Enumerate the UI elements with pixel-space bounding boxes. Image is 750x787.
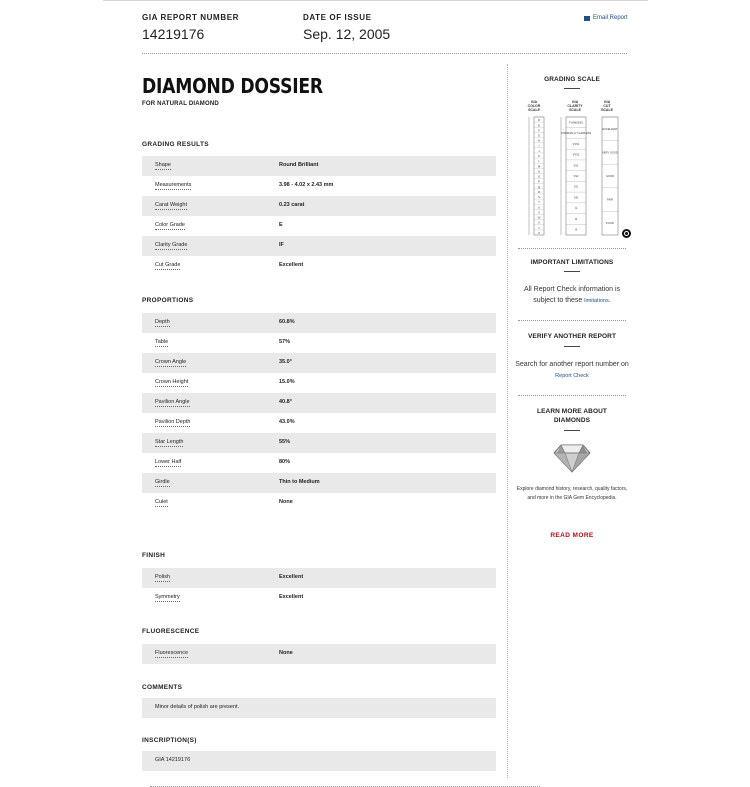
clarity-scale-grade: I2 <box>574 217 578 221</box>
color-scale-grade: X <box>537 220 541 225</box>
inscriptions-title: INSCRIPTION(S) <box>142 737 197 744</box>
row-label[interactable] <box>155 339 168 345</box>
proportions-title: PROPORTIONS <box>142 297 194 304</box>
row-label-text: Crown Angle <box>155 359 187 365</box>
clarity-scale-grade: SI2 <box>574 196 578 200</box>
cut-scale-grade: POOR <box>606 222 614 226</box>
limitations-link[interactable]: limitations <box>584 298 609 304</box>
row-value: Thin to Medium <box>279 479 320 485</box>
inscriptions-text: GIA 14219176 <box>155 757 191 763</box>
color-scale-grade: S <box>537 195 541 200</box>
learn-more-text: Explore diamond history, research, quality factors, and more in the GIA Gem Encyclopedia. <box>516 486 628 501</box>
row-value: None <box>279 650 293 656</box>
color-scale-grade: F <box>538 128 540 133</box>
row-value: 35.0° <box>279 359 292 365</box>
clarity-scale-grade: SI1 <box>574 185 578 189</box>
row-label-text: Measurements <box>155 182 192 188</box>
cut-scale-header: GIA CUT SCALE <box>601 100 613 112</box>
clarity-scale-grade: FLAWLESS <box>569 121 583 125</box>
sidebar-divider-2 <box>518 320 626 321</box>
email-icon <box>584 16 590 21</box>
color-scale-grade: J <box>538 148 540 153</box>
table-row <box>142 373 496 393</box>
clarity-scale-grade: I1 <box>574 207 578 211</box>
row-label[interactable] <box>155 499 168 505</box>
table-row <box>142 473 496 493</box>
table-row <box>142 493 496 513</box>
row-label[interactable] <box>155 399 190 405</box>
table-row <box>142 353 496 373</box>
color-scale-grade: O <box>537 174 541 179</box>
header-divider <box>142 53 627 54</box>
row-value: None <box>279 499 293 505</box>
row-label[interactable] <box>155 222 185 228</box>
color-scale-grade: E <box>537 123 541 128</box>
read-more-link[interactable]: READ MORE <box>550 532 594 539</box>
row-label[interactable] <box>155 650 188 656</box>
row-label[interactable] <box>155 594 180 600</box>
table-row <box>142 176 496 196</box>
grading-scale-rule <box>564 88 580 89</box>
color-scale-grade: I <box>538 143 540 148</box>
color-scale-grade: K <box>537 154 541 159</box>
report-number-block <box>142 13 239 42</box>
cut-scale-grade: EXCELLENT <box>602 127 618 131</box>
top-rule <box>103 0 648 1</box>
diamond-icon <box>553 443 591 473</box>
clarity-scale-grade: VVS2 <box>572 153 580 157</box>
color-scale-grade: U <box>537 205 541 210</box>
color-scale-grade: Y <box>537 225 541 230</box>
inscriptions-row <box>142 751 496 771</box>
cut-scale-grade: VERY GOOD <box>602 151 618 155</box>
clarity-scale-grade: I3 <box>574 228 578 232</box>
row-label-text: Color Grade <box>155 222 185 228</box>
color-scale-grade: G <box>537 133 541 138</box>
color-scale-grade: T <box>538 200 540 205</box>
row-label[interactable] <box>155 202 187 208</box>
finish-title: FINISH <box>142 552 166 559</box>
row-label-text: Star Length <box>155 439 184 445</box>
table-row <box>142 644 496 664</box>
table-row <box>142 196 496 216</box>
row-label-text: Polish <box>155 574 170 580</box>
row-label-text: Pavilion Depth <box>155 419 191 425</box>
comments-text: Minor details of polish are present. <box>155 704 240 710</box>
row-value: 40.8° <box>279 399 292 405</box>
color-scale-header: GIA COLOR SCALE <box>527 100 541 112</box>
magnify-icon[interactable] <box>622 229 631 238</box>
row-label[interactable] <box>155 162 171 168</box>
row-label[interactable] <box>155 319 170 325</box>
table-row <box>142 588 496 608</box>
limitations-rule <box>564 271 580 272</box>
row-value: 80% <box>279 459 291 465</box>
comments-title: COMMENTS <box>142 684 183 691</box>
row-value: Excellent <box>279 262 304 268</box>
row-label-text: Crown Height <box>155 379 189 385</box>
limitations-body: All Report Check information is subject to these <box>523 286 621 304</box>
clarity-scale-header: GIA CLARITY SCALE <box>567 100 583 112</box>
row-value: Excellent <box>279 594 304 600</box>
row-label[interactable] <box>155 262 180 268</box>
row-label-text: Symmetry <box>155 594 180 600</box>
row-label-text: Carat Weight <box>155 202 187 208</box>
grading-scale-chart[interactable] <box>524 97 632 240</box>
row-value: Excellent <box>279 574 304 580</box>
row-label[interactable] <box>155 379 188 385</box>
row-value: 15.0% <box>279 379 295 385</box>
page-title: DIAMOND DOSSIER <box>142 74 323 98</box>
color-scale-grade: N <box>537 169 541 174</box>
sidebar-divider-3 <box>518 395 626 396</box>
table-row <box>142 333 496 353</box>
row-label-text: Girdle <box>155 479 170 485</box>
color-scale-grade: H <box>537 138 541 143</box>
cut-scale-grade: FAIR <box>607 198 613 202</box>
report-number-label: GIA REPORT NUMBER <box>142 13 240 22</box>
clarity-scale-grade: VVS1 <box>572 142 580 146</box>
verify-text <box>512 359 632 382</box>
row-value: IF <box>279 242 284 248</box>
row-value: 3.98 - 4.02 x 2.43 mm <box>279 182 334 188</box>
clarity-scale-grade: INTERNALLY FLAWLESS <box>560 132 592 136</box>
row-label-text: Table <box>155 339 169 345</box>
color-scale-grade: D <box>537 118 541 123</box>
verify-rule <box>564 346 580 347</box>
color-scale-grade: M <box>537 164 541 169</box>
color-scale-grade: P <box>537 179 541 184</box>
row-label-text: Cut Grade <box>155 262 181 268</box>
color-scale-grade: Z <box>538 231 540 235</box>
sidebar-divider <box>507 64 508 778</box>
row-label-text: Depth <box>155 319 170 325</box>
clarity-scale-grade: VS1 <box>573 164 579 168</box>
row-label[interactable] <box>155 439 183 445</box>
table-row <box>142 156 496 176</box>
email-report-link[interactable] <box>584 15 628 21</box>
row-label-text: Clarity Grade <box>155 242 188 248</box>
color-scale-grade: L <box>538 159 540 164</box>
row-label-text: Shape <box>155 162 171 168</box>
verify-title: VERIFY ANOTHER REPORT <box>527 333 617 340</box>
row-label-text: Fluorescence <box>155 650 189 656</box>
color-scale-grade: W <box>537 215 541 220</box>
email-report-label: Email Report <box>593 15 628 21</box>
table-row <box>142 313 496 333</box>
page-subtitle: FOR NATURAL DIAMOND <box>142 101 219 107</box>
date-of-issue-block <box>303 13 390 42</box>
grading-scale-title: GRADING SCALE <box>544 76 600 83</box>
sidebar-divider-1 <box>518 248 626 249</box>
row-label[interactable] <box>155 419 190 425</box>
table-row <box>142 393 496 413</box>
learn-more-rule <box>564 430 580 431</box>
learn-more-title: LEARN MORE ABOUT DIAMONDS <box>537 408 607 424</box>
row-value: 57% <box>279 339 291 345</box>
cut-scale-grade: GOOD <box>606 175 614 178</box>
table-row <box>142 413 496 433</box>
row-label-text: Pavilion Angle <box>155 399 190 405</box>
row-value: E <box>279 222 283 228</box>
fluorescence-title: FLUORESCENCE <box>142 628 200 635</box>
row-label[interactable] <box>155 359 186 365</box>
table-row <box>142 256 496 276</box>
limitations-text: All Report Check information is subject to these limitations. <box>523 286 621 304</box>
row-value: 0.23 carat <box>279 202 305 208</box>
row-label[interactable] <box>155 459 181 465</box>
table-row <box>142 568 496 588</box>
row-value: 55% <box>279 439 291 445</box>
row-label-text: Culet <box>155 499 168 505</box>
report-number: 14219176 <box>142 26 205 42</box>
clarity-scale-grade: VS2 <box>573 175 579 178</box>
table-row <box>142 453 496 473</box>
row-value: 60.8% <box>279 319 295 325</box>
grading-results-title: GRADING RESULTS <box>142 141 209 148</box>
row-label[interactable] <box>155 242 187 248</box>
grading-scale-graphic <box>524 97 632 240</box>
limitations-title: IMPORTANT LIMITATIONS <box>530 259 614 266</box>
color-scale-grade: Q <box>537 184 541 189</box>
report-check-link[interactable]: Report Check <box>555 373 589 379</box>
color-scale-grade: R <box>537 189 541 194</box>
table-row <box>142 433 496 453</box>
date-of-issue: Sep. 12, 2005 <box>303 26 391 42</box>
verify-body: Search for another report number on <box>515 361 629 368</box>
row-label-text: Lower Half <box>155 459 182 465</box>
row-value: 43.0% <box>279 419 295 425</box>
row-label[interactable] <box>155 182 191 188</box>
table-row <box>142 216 496 236</box>
color-scale-grade: V <box>537 210 541 215</box>
row-label[interactable] <box>155 479 170 485</box>
comments-row <box>142 698 496 718</box>
table-row <box>142 236 496 256</box>
row-label[interactable] <box>155 574 170 580</box>
row-value: Round Brilliant <box>279 162 319 168</box>
date-of-issue-label: DATE OF ISSUE <box>303 13 372 22</box>
